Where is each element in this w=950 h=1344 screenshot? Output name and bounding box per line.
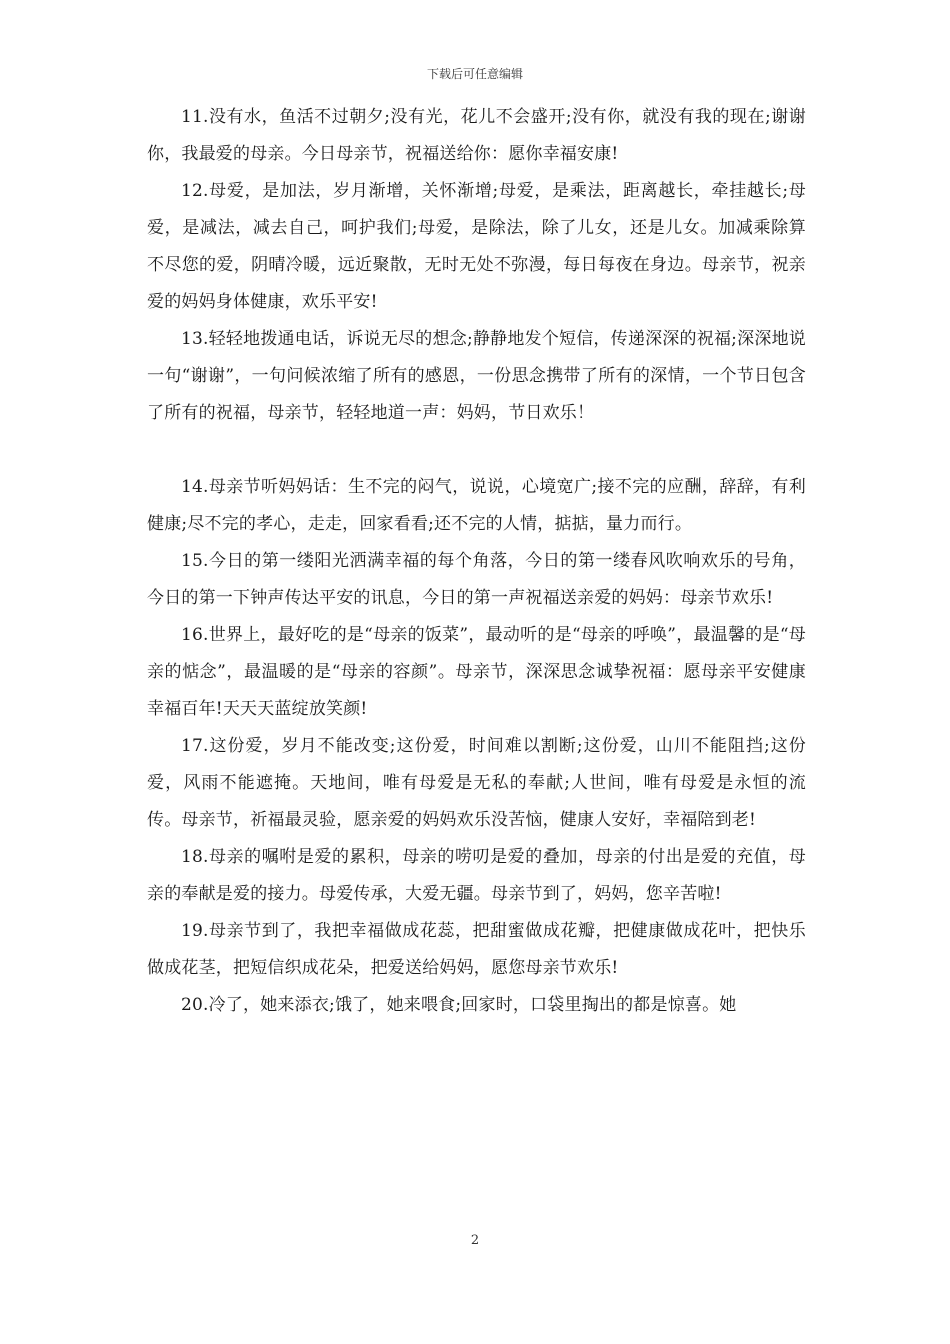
paragraph-14: 14.母亲节听妈妈话：生不完的闷气，说说，心境宽广;接不完的应酬，辞辞，有利健康;尽不完的孝心，走走，回家看看;还不完的人情，掂掂，量力而行。 [147,477,806,534]
document-body [147,99,806,1024]
paragraph-19: 19.母亲节到了，我把幸福做成花蕊，把甜蜜做成花瓣，把健康做成花叶，把快乐做成花茎，把短信织成花朵，把爱送给妈妈，愿您母亲节欢乐! [147,921,806,978]
paragraph-17: 17.这份爱，岁月不能改变;这份爱，时间难以割断;这份爱，山川不能阻挡;这份爱，风雨不能遮掩。天地间，唯有母爱是无私的奉献;人世间，唯有母爱是永恒的流传。母亲节，祈福最灵验，愿亲爱的妈妈欢乐没苦恼，健康人安好，幸福陪到老! [147,736,806,830]
paragraph-13: 13.轻轻地拨通电话，诉说无尽的想念;静静地发个短信，传递深深的祝福;深深地说一句“谢谢”，一句问候浓缩了所有的感恩，一份思念携带了所有的深情，一个节日包含了所有的祝福，母亲节，轻轻地道一声：妈妈，节日欢乐！ [147,329,806,423]
paragraph-15: 15.今日的第一缕阳光洒满幸福的每个角落，今日的第一缕春风吹响欢乐的号角，今日的第一下钟声传达平安的讯息，今日的第一声祝福送亲爱的妈妈：母亲节欢乐! [147,551,806,608]
page-number: 2 [470,1233,480,1248]
paragraph-12: 12.母爱，是加法，岁月渐增，关怀渐增;母爱，是乘法，距离越长，牵挂越长;母爱，是减法，减去自己，呵护我们;母爱，是除法，除了儿女，还是儿女。加减乘除算不尽您的爱，阴晴冷暖，远近聚散，无时无处不弥漫，每日每夜在身边。母亲节，祝亲爱的妈妈身体健康，欢乐平安! [147,181,806,312]
paragraph-16: 16.世界上，最好吃的是“母亲的饭菜”，最动听的是“母亲的呼唤”，最温馨的是“母亲的惦念”，最温暖的是“母亲的容颜”。母亲节，深深思念诚挚祝福：愿母亲平安健康幸福百年!天天天蓝绽放笑颜! [147,625,806,719]
paragraph-11: 11.没有水，鱼活不过朝夕;没有光，花儿不会盛开;没有你，就没有我的现在;谢谢你，我最爱的母亲。今日母亲节，祝福送给你：愿你幸福安康! [147,107,806,164]
paragraph-18: 18.母亲的嘱咐是爱的累积，母亲的唠叨是爱的叠加，母亲的付出是爱的充值，母亲的奉献是爱的接力。母爱传承，大爱无疆。母亲节到了，妈妈，您辛苦啦! [147,847,806,904]
paragraph-20: 20.冷了，她来添衣;饿了，她来喂食;回家时，口袋里掏出的都是惊喜。她 [181,995,737,1015]
page-header: 下载后可任意编辑 [426,67,523,81]
